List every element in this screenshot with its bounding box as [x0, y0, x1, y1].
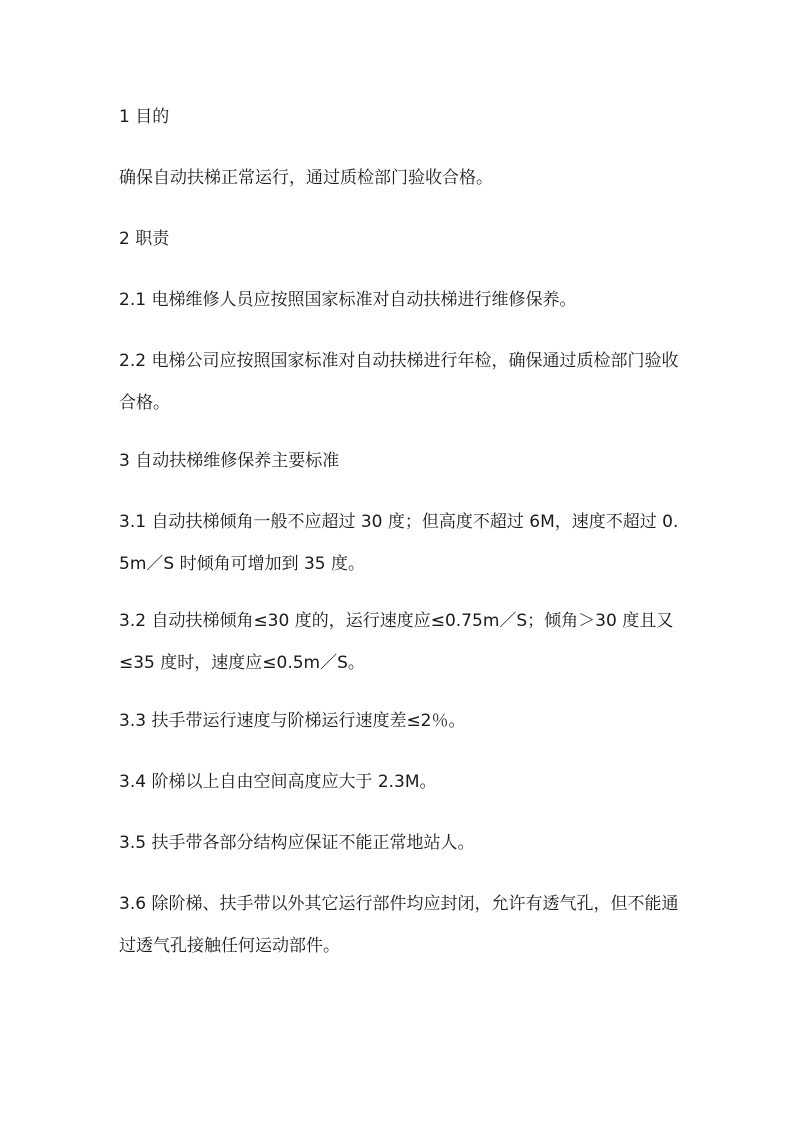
heading-standards: 3 自动扶梯维修保养主要标准	[119, 451, 340, 471]
paragraph-3-2: 3.2 自动扶梯倾角≤30 度的，运行速度应≤0.75m／S；倾角＞30 度且又≤35 度时，速度应≤0.5m／S。	[119, 611, 674, 673]
heading-responsibilities: 2 职责	[119, 229, 170, 249]
paragraph-3-3: 3.3 扶手带运行速度与阶梯运行速度差≤2％。	[119, 711, 466, 731]
paragraph-2-1: 2.1 电梯维修人员应按照国家标准对自动扶梯进行维修保养。	[119, 290, 577, 310]
paragraph-3-5: 3.5 扶手带各部分结构应保证不能正常地站人。	[119, 833, 475, 853]
paragraph-3-6: 3.6 除阶梯、扶手带以外其它运行部件均应封闭，允许有透气孔，但不能通过透气孔接触任何运动部件。	[119, 894, 679, 956]
paragraph-purpose: 确保自动扶梯正常运行，通过质检部门验收合格。	[119, 168, 493, 188]
paragraph-2-2: 2.2 电梯公司应按照国家标准对自动扶梯进行年检，确保通过质检部门验收合格。	[119, 351, 679, 413]
paragraph-3-1: 3.1 自动扶梯倾角一般不应超过 30 度；但高度不超过 6M，速度不超过 0.5m／S 时倾角可增加到 35 度。	[119, 512, 679, 574]
heading-purpose: 1 目的	[119, 107, 170, 127]
paragraph-3-4: 3.4 阶梯以上自由空间高度应大于 2.3M。	[119, 772, 437, 792]
